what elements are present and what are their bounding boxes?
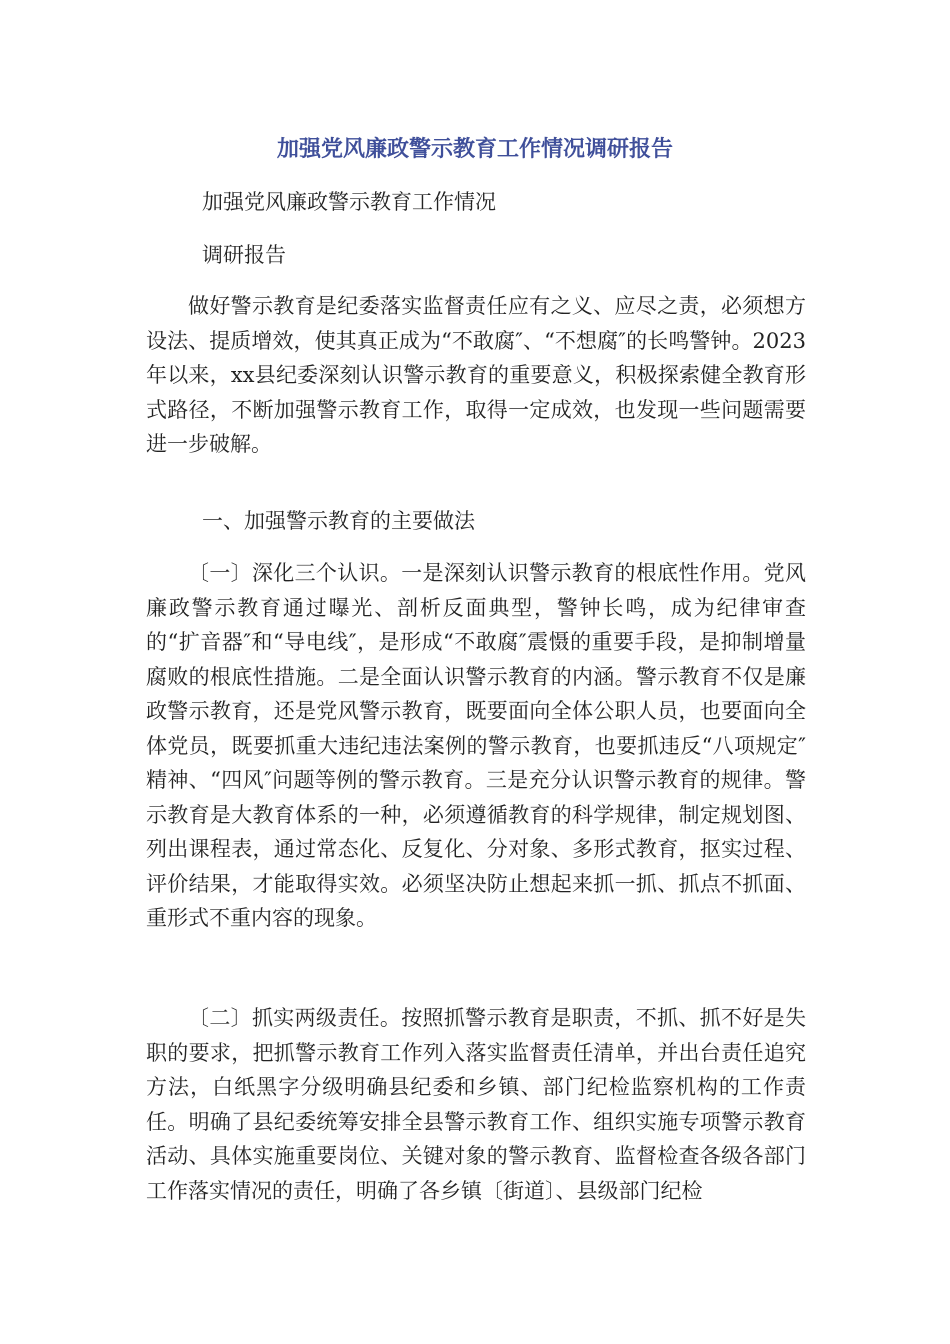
document-title: 加强党风廉政警示教育工作情况调研报告 (276, 137, 673, 162)
subtitle-line-2: 调研报告 (202, 243, 286, 267)
section-2-paragraph-block (146, 1001, 806, 1208)
section-heading: 一、加强警示教育的主要做法 (202, 509, 475, 533)
paragraph-intro: 做好警示教育是纪委落实监督责任应有之义、应尽之责，必须想方设法、提质增效，使其真正成为“不敢腐″、“不想腐″的长鸣警钟。2023年以来，xx县纪委深刻认识警示教育的重要意义，积极探索健全教育形式路径，不断加强警示教育工作，取得一定成效，也发现一些问题需要进一步破解。 (146, 294, 806, 456)
subtitle-line-1: 加强党风廉政警示教育工作情况 (202, 190, 496, 214)
section-1-paragraph-block (146, 556, 806, 936)
paragraph-item-2: 〔二〕抓实两级责任。按照抓警示教育是职责，不抓、抓不好是失职的要求，把抓警示教育工作列入落实监督责任清单，并出台责任追究方法，白纸黑字分级明确县纪委和乡镇、部门纪检监察机构的工作责任。明确了县纪委统筹安排全县警示教育工作、组织实施专项警示教育活动、具体实施重要岗位、关键对象的警示教育、监督检查各级各部门工作落实情况的责任，明确了各乡镇〔街道〕、县级部门纪检 (146, 1006, 806, 1203)
paragraph-item-1: 〔一〕深化三个认识。一是深刻认识警示教育的根底性作用。党风廉政警示教育通过曝光、剖析反面典型，警钟长鸣，成为纪律审查的“扩音器″和“导电线″，是形成“不敢腐″震慑的重要手段，是抑制增量腐败的根底性措施。二是全面认识警示教育的内涵。警示教育不仅是廉政警示教育，还是党风警示教育，既要面向全体公职人员，也要面向全体党员，既要抓重大违纪违法案例的警示教育，也要抓违反“八项规定″精神、“四风″问题等例的警示教育。三是充分认识警示教育的规律。警示教育是大教育体系的一种，必须遵循教育的科学规律，制定规划图、列出课程表，通过常态化、反复化、分对象、多形式教育，抠实过程、评价结果，才能取得实效。必须坚决防止想起来抓一抓、抓点不抓面、重形式不重内容的现象。 (146, 561, 806, 930)
intro-paragraph-block (146, 289, 806, 462)
